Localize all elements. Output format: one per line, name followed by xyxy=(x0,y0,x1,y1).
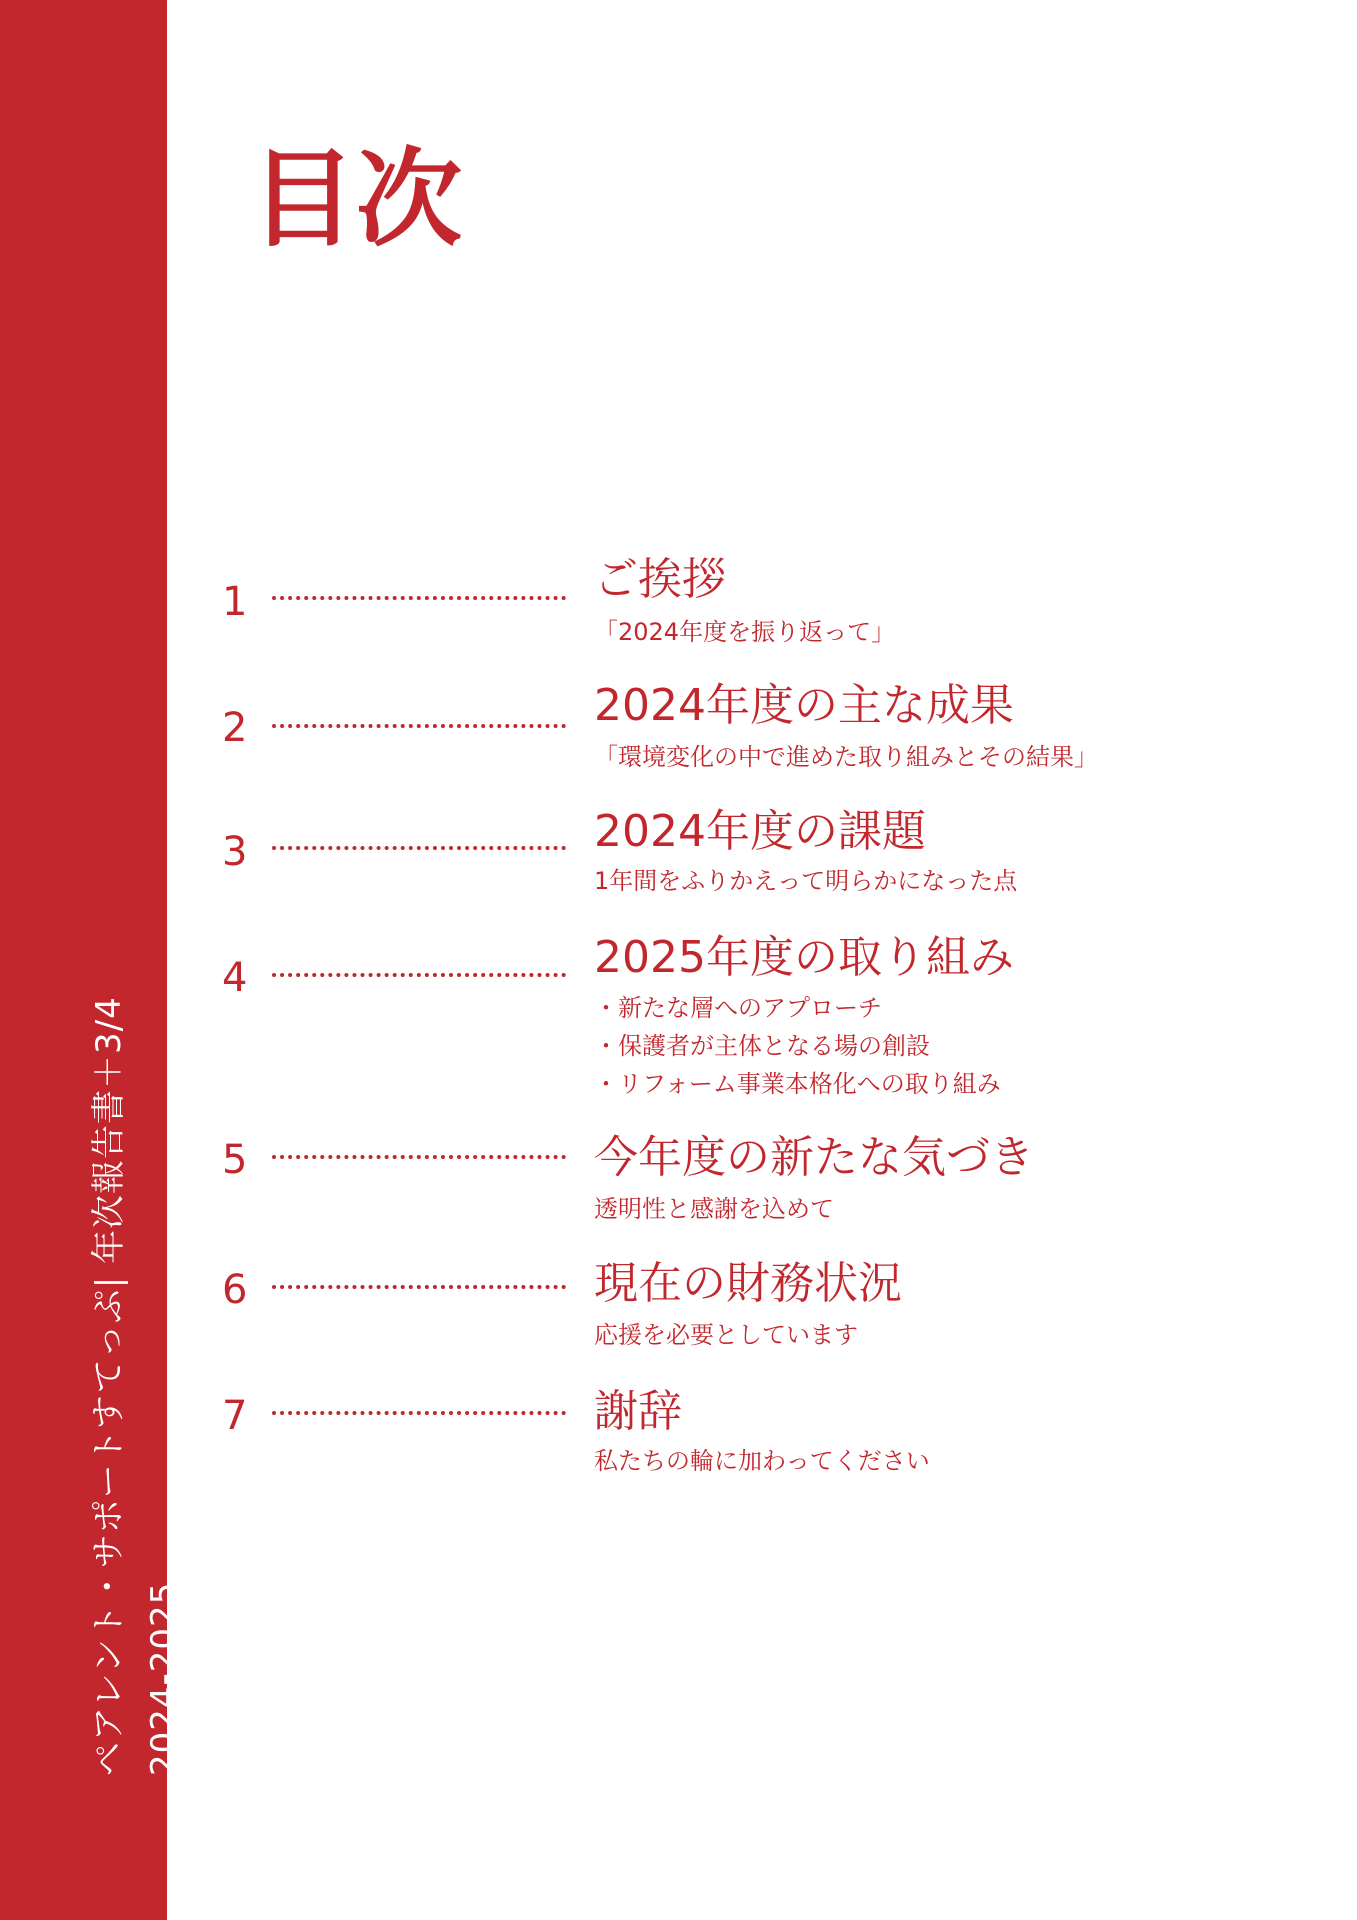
toc-subtitle: 透明性と感謝を込めて xyxy=(594,1195,834,1223)
toc-title: 謝辞 xyxy=(594,1386,682,1437)
toc-subtitle: ・新たな層へのアプローチ xyxy=(594,994,882,1022)
page-title: 目次 xyxy=(250,138,462,261)
toc-subtitle: 私たちの輪に加わってください xyxy=(594,1447,930,1475)
dotted-leader xyxy=(272,846,566,850)
toc-number: 1 xyxy=(222,579,248,625)
toc-subtitle: ・リフォーム事業本格化への取り組み xyxy=(594,1070,1001,1098)
toc-subtitle: 応援を必要としています xyxy=(594,1321,858,1349)
toc-title: 2024年度の主な成果 xyxy=(594,680,1014,731)
toc-title: 2024年度の課題 xyxy=(594,806,926,857)
dotted-leader xyxy=(272,1155,566,1159)
toc-number: 5 xyxy=(222,1137,248,1183)
toc-subtitle: 「環境変化の中で進めた取り組みとその結果」 xyxy=(594,743,1098,771)
dotted-leader xyxy=(272,973,566,977)
toc-title: 2025年度の取り組み xyxy=(594,932,1014,983)
toc-subtitle: 「2024年度を振り返って」 xyxy=(594,618,896,646)
dotted-leader xyxy=(272,596,566,600)
toc-number: 3 xyxy=(222,829,248,875)
report-years: 2024-2025 xyxy=(144,1581,184,1776)
dotted-leader xyxy=(272,1285,566,1289)
dotted-leader xyxy=(272,724,566,728)
toc-title: 今年度の新たな気づき xyxy=(594,1132,1034,1183)
toc-subtitle: 1年間をふりかえって明らかになった点 xyxy=(594,867,1018,895)
toc-title: ご挨拶 xyxy=(594,554,726,605)
toc-number: 4 xyxy=(222,955,248,1001)
toc-number: 6 xyxy=(222,1267,248,1313)
toc-number: 7 xyxy=(222,1393,248,1439)
series-title: ペアレント・サポートすてっぷ| 年次報告書＋3/4 xyxy=(89,996,129,1776)
toc-title: 現在の財務状況 xyxy=(594,1258,902,1309)
toc-number: 2 xyxy=(222,705,248,751)
toc-subtitle: ・保護者が主体となる場の創設 xyxy=(594,1032,930,1060)
dotted-leader xyxy=(272,1411,566,1415)
